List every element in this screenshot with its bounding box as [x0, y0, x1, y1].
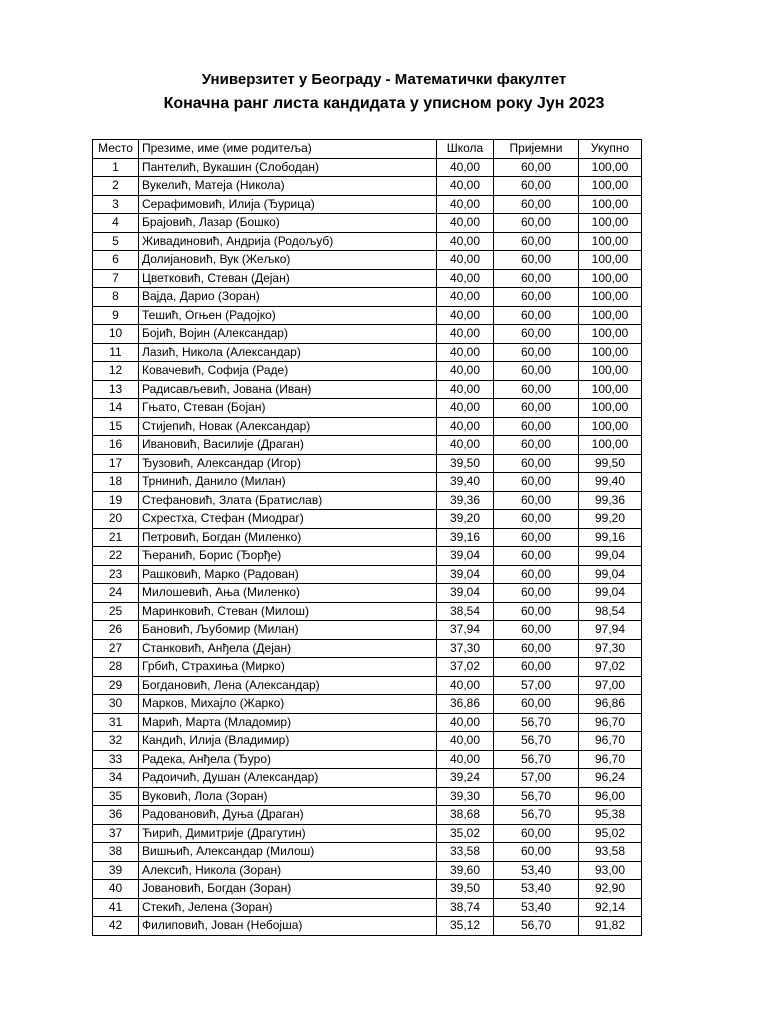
table-row [93, 195, 642, 214]
name-cell: Ћеранић, Борис (Ђорђе) [139, 547, 437, 566]
name-cell: Тешић, Огњен (Радојко) [139, 306, 437, 325]
table-row [93, 750, 642, 769]
table-row [93, 843, 642, 862]
rank-cell: 36 [93, 806, 139, 825]
school-score-cell: 40,00 [437, 343, 494, 362]
rank-cell: 1 [93, 158, 139, 177]
total-score-cell: 100,00 [579, 288, 642, 307]
rank-cell: 39 [93, 861, 139, 880]
total-score-cell: 96,70 [579, 750, 642, 769]
table-row [93, 713, 642, 732]
school-score-cell: 40,00 [437, 251, 494, 270]
entrance-score-cell: 60,00 [494, 491, 579, 510]
total-score-cell: 96,24 [579, 769, 642, 788]
rank-cell: 15 [93, 417, 139, 436]
rank-cell: 22 [93, 547, 139, 566]
name-cell: Филиповић, Јован (Небојша) [139, 917, 437, 936]
table-row [93, 232, 642, 251]
name-cell: Вишњић, Александар (Милош) [139, 843, 437, 862]
name-cell: Грбић, Страхиња (Мирко) [139, 658, 437, 677]
table-row [93, 824, 642, 843]
entrance-score-cell: 60,00 [494, 362, 579, 381]
name-cell: Рашковић, Марко (Радован) [139, 565, 437, 584]
rank-cell: 24 [93, 584, 139, 603]
rank-cell: 4 [93, 214, 139, 233]
header-school: Школа [437, 140, 494, 159]
total-score-cell: 100,00 [579, 306, 642, 325]
total-score-cell: 99,50 [579, 454, 642, 473]
total-score-cell: 99,16 [579, 528, 642, 547]
name-cell: Ивановић, Василије (Драган) [139, 436, 437, 455]
school-score-cell: 39,36 [437, 491, 494, 510]
rank-cell: 23 [93, 565, 139, 584]
name-cell: Стекић, Јелена (Зоран) [139, 898, 437, 917]
total-score-cell: 97,94 [579, 621, 642, 640]
total-score-cell: 92,14 [579, 898, 642, 917]
table-row [93, 399, 642, 418]
entrance-score-cell: 60,00 [494, 325, 579, 344]
total-score-cell: 99,40 [579, 473, 642, 492]
header-entrance: Пријемни [494, 140, 579, 159]
name-cell: Ђузовић, Александар (Игор) [139, 454, 437, 473]
name-cell: Радовановић, Дуња (Драган) [139, 806, 437, 825]
table-row [93, 639, 642, 658]
table-row [93, 380, 642, 399]
school-score-cell: 40,00 [437, 325, 494, 344]
school-score-cell: 37,30 [437, 639, 494, 658]
school-score-cell: 40,00 [437, 713, 494, 732]
name-cell: Вуковић, Лола (Зоран) [139, 787, 437, 806]
school-score-cell: 39,50 [437, 880, 494, 899]
rank-cell: 2 [93, 177, 139, 196]
name-cell: Радоичић, Душан (Александар) [139, 769, 437, 788]
name-cell: Брајовић, Лазар (Бошко) [139, 214, 437, 233]
name-cell: Милошевић, Ања (Миленко) [139, 584, 437, 603]
entrance-score-cell: 60,00 [494, 399, 579, 418]
table-row [93, 306, 642, 325]
rank-cell: 35 [93, 787, 139, 806]
entrance-score-cell: 60,00 [494, 343, 579, 362]
entrance-score-cell: 60,00 [494, 269, 579, 288]
table-row [93, 547, 642, 566]
school-score-cell: 39,30 [437, 787, 494, 806]
name-cell: Схрестха, Стефан (Миодраг) [139, 510, 437, 529]
school-score-cell: 39,04 [437, 584, 494, 603]
entrance-score-cell: 60,00 [494, 158, 579, 177]
total-score-cell: 100,00 [579, 158, 642, 177]
name-cell: Серафимовић, Илија (Ђурица) [139, 195, 437, 214]
school-score-cell: 40,00 [437, 288, 494, 307]
school-score-cell: 39,04 [437, 547, 494, 566]
table-row [93, 269, 642, 288]
rank-cell: 25 [93, 602, 139, 621]
school-score-cell: 38,68 [437, 806, 494, 825]
total-score-cell: 100,00 [579, 269, 642, 288]
entrance-score-cell: 60,00 [494, 195, 579, 214]
entrance-score-cell: 56,70 [494, 732, 579, 751]
total-score-cell: 99,04 [579, 584, 642, 603]
rank-cell: 20 [93, 510, 139, 529]
table-row [93, 343, 642, 362]
school-score-cell: 36,86 [437, 695, 494, 714]
total-score-cell: 100,00 [579, 325, 642, 344]
name-cell: Ћирић, Димитрије (Драгутин) [139, 824, 437, 843]
rank-cell: 9 [93, 306, 139, 325]
rank-cell: 11 [93, 343, 139, 362]
rank-cell: 37 [93, 824, 139, 843]
name-cell: Алексић, Никола (Зоран) [139, 861, 437, 880]
name-cell: Пантелић, Вукашин (Слободан) [139, 158, 437, 177]
entrance-score-cell: 60,00 [494, 658, 579, 677]
entrance-score-cell: 60,00 [494, 528, 579, 547]
table-row [93, 917, 642, 936]
entrance-score-cell: 60,00 [494, 380, 579, 399]
total-score-cell: 100,00 [579, 343, 642, 362]
rank-cell: 31 [93, 713, 139, 732]
rank-cell: 29 [93, 676, 139, 695]
total-score-cell: 100,00 [579, 362, 642, 381]
document-subtitle: Коначна ранг листа кандидата у уписном року Јун 2023 [163, 95, 605, 112]
entrance-score-cell: 60,00 [494, 251, 579, 270]
school-score-cell: 40,00 [437, 269, 494, 288]
school-score-cell: 40,00 [437, 380, 494, 399]
name-cell: Бојић, Војин (Александар) [139, 325, 437, 344]
rank-cell: 6 [93, 251, 139, 270]
total-score-cell: 96,86 [579, 695, 642, 714]
name-cell: Радека, Анђела (Ђуро) [139, 750, 437, 769]
total-score-cell: 99,20 [579, 510, 642, 529]
entrance-score-cell: 53,40 [494, 898, 579, 917]
name-cell: Долијановић, Вук (Жељко) [139, 251, 437, 270]
school-score-cell: 40,00 [437, 732, 494, 751]
entrance-score-cell: 60,00 [494, 510, 579, 529]
rank-cell: 19 [93, 491, 139, 510]
entrance-score-cell: 56,70 [494, 713, 579, 732]
entrance-score-cell: 60,00 [494, 214, 579, 233]
school-score-cell: 40,00 [437, 750, 494, 769]
name-cell: Ковачевић, Софија (Раде) [139, 362, 437, 381]
entrance-score-cell: 60,00 [494, 177, 579, 196]
table-row [93, 565, 642, 584]
school-score-cell: 35,12 [437, 917, 494, 936]
school-score-cell: 35,02 [437, 824, 494, 843]
school-score-cell: 33,58 [437, 843, 494, 862]
rank-cell: 21 [93, 528, 139, 547]
total-score-cell: 100,00 [579, 177, 642, 196]
total-score-cell: 92,90 [579, 880, 642, 899]
entrance-score-cell: 60,00 [494, 454, 579, 473]
rank-cell: 41 [93, 898, 139, 917]
name-cell: Јовановић, Богдан (Зоран) [139, 880, 437, 899]
header-rank: Место [93, 140, 139, 159]
entrance-score-cell: 60,00 [494, 306, 579, 325]
name-cell: Маринковић, Стеван (Милош) [139, 602, 437, 621]
name-cell: Стефановић, Злата (Братислав) [139, 491, 437, 510]
total-score-cell: 97,00 [579, 676, 642, 695]
school-score-cell: 39,20 [437, 510, 494, 529]
table-row [93, 584, 642, 603]
table-row [93, 528, 642, 547]
name-cell: Живадиновић, Андрија (Родољуб) [139, 232, 437, 251]
entrance-score-cell: 60,00 [494, 436, 579, 455]
entrance-score-cell: 56,70 [494, 787, 579, 806]
entrance-score-cell: 53,40 [494, 861, 579, 880]
rank-cell: 7 [93, 269, 139, 288]
table-row [93, 158, 642, 177]
total-score-cell: 98,54 [579, 602, 642, 621]
rank-cell: 5 [93, 232, 139, 251]
total-score-cell: 91,82 [579, 917, 642, 936]
total-score-cell: 95,02 [579, 824, 642, 843]
entrance-score-cell: 60,00 [494, 565, 579, 584]
total-score-cell: 97,30 [579, 639, 642, 658]
total-score-cell: 100,00 [579, 417, 642, 436]
table-row [93, 676, 642, 695]
school-score-cell: 39,24 [437, 769, 494, 788]
total-score-cell: 99,04 [579, 565, 642, 584]
total-score-cell: 93,58 [579, 843, 642, 862]
entrance-score-cell: 56,70 [494, 806, 579, 825]
rank-cell: 30 [93, 695, 139, 714]
name-cell: Станковић, Анђела (Дејан) [139, 639, 437, 658]
rank-cell: 13 [93, 380, 139, 399]
table-row [93, 251, 642, 270]
header-name: Презиме, име (име родитеља) [139, 140, 437, 159]
table-row [93, 732, 642, 751]
table-body [93, 158, 642, 935]
entrance-score-cell: 56,70 [494, 750, 579, 769]
school-score-cell: 39,16 [437, 528, 494, 547]
rank-cell: 33 [93, 750, 139, 769]
entrance-score-cell: 60,00 [494, 288, 579, 307]
rank-cell: 12 [93, 362, 139, 381]
table-header [93, 140, 642, 159]
name-cell: Цветковић, Стеван (Дејан) [139, 269, 437, 288]
rank-cell: 28 [93, 658, 139, 677]
table-row [93, 769, 642, 788]
total-score-cell: 95,38 [579, 806, 642, 825]
school-score-cell: 40,00 [437, 158, 494, 177]
table-row [93, 510, 642, 529]
total-score-cell: 100,00 [579, 232, 642, 251]
table-row [93, 454, 642, 473]
rank-cell: 38 [93, 843, 139, 862]
name-cell: Гњато, Стеван (Бојан) [139, 399, 437, 418]
table-row [93, 658, 642, 677]
school-score-cell: 40,00 [437, 417, 494, 436]
total-score-cell: 100,00 [579, 380, 642, 399]
name-cell: Марић, Марта (Младомир) [139, 713, 437, 732]
name-cell: Вајда, Дарио (Зоран) [139, 288, 437, 307]
entrance-score-cell: 57,00 [494, 769, 579, 788]
entrance-score-cell: 60,00 [494, 232, 579, 251]
school-score-cell: 40,00 [437, 436, 494, 455]
table-row [93, 621, 642, 640]
total-score-cell: 100,00 [579, 251, 642, 270]
rank-cell: 14 [93, 399, 139, 418]
total-score-cell: 96,00 [579, 787, 642, 806]
school-score-cell: 39,04 [437, 565, 494, 584]
school-score-cell: 39,40 [437, 473, 494, 492]
rank-cell: 17 [93, 454, 139, 473]
entrance-score-cell: 53,40 [494, 880, 579, 899]
school-score-cell: 40,00 [437, 177, 494, 196]
name-cell: Вукелић, Матеја (Никола) [139, 177, 437, 196]
name-cell: Марков, Михајло (Жарко) [139, 695, 437, 714]
rank-cell: 40 [93, 880, 139, 899]
name-cell: Бановић, Љубомир (Милан) [139, 621, 437, 640]
total-score-cell: 100,00 [579, 195, 642, 214]
entrance-score-cell: 60,00 [494, 417, 579, 436]
entrance-score-cell: 60,00 [494, 824, 579, 843]
entrance-score-cell: 56,70 [494, 917, 579, 936]
table-row [93, 325, 642, 344]
school-score-cell: 40,00 [437, 399, 494, 418]
table-row [93, 695, 642, 714]
table-row [93, 436, 642, 455]
total-score-cell: 100,00 [579, 399, 642, 418]
entrance-score-cell: 60,00 [494, 547, 579, 566]
school-score-cell: 39,60 [437, 861, 494, 880]
school-score-cell: 37,94 [437, 621, 494, 640]
school-score-cell: 40,00 [437, 214, 494, 233]
name-cell: Богдановић, Лена (Александар) [139, 676, 437, 695]
total-score-cell: 96,70 [579, 732, 642, 751]
rank-cell: 3 [93, 195, 139, 214]
total-score-cell: 100,00 [579, 436, 642, 455]
rank-cell: 34 [93, 769, 139, 788]
table-row [93, 417, 642, 436]
entrance-score-cell: 57,00 [494, 676, 579, 695]
table-row [93, 880, 642, 899]
table-row [93, 806, 642, 825]
school-score-cell: 40,00 [437, 362, 494, 381]
name-cell: Радисављевић, Јована (Иван) [139, 380, 437, 399]
table-row [93, 787, 642, 806]
rank-cell: 16 [93, 436, 139, 455]
school-score-cell: 38,74 [437, 898, 494, 917]
table-row [93, 898, 642, 917]
header-total: Укупно [579, 140, 642, 159]
name-cell: Лазић, Никола (Александар) [139, 343, 437, 362]
total-score-cell: 93,00 [579, 861, 642, 880]
entrance-score-cell: 60,00 [494, 584, 579, 603]
rank-cell: 8 [93, 288, 139, 307]
rank-cell: 27 [93, 639, 139, 658]
school-score-cell: 37,02 [437, 658, 494, 677]
entrance-score-cell: 60,00 [494, 639, 579, 658]
school-score-cell: 40,00 [437, 232, 494, 251]
name-cell: Трнинић, Данило (Милан) [139, 473, 437, 492]
total-score-cell: 100,00 [579, 214, 642, 233]
rank-cell: 42 [93, 917, 139, 936]
document-title: Универзитет у Београду - Математички факултет [201, 71, 567, 88]
table-row [93, 861, 642, 880]
name-cell: Петровић, Богдан (Миленко) [139, 528, 437, 547]
table-row [93, 362, 642, 381]
ranking-table [92, 139, 642, 936]
total-score-cell: 96,70 [579, 713, 642, 732]
table-row [93, 177, 642, 196]
total-score-cell: 99,04 [579, 547, 642, 566]
header-row [93, 140, 642, 159]
name-cell: Кандић, Илија (Владимир) [139, 732, 437, 751]
name-cell: Стијепић, Новак (Александар) [139, 417, 437, 436]
entrance-score-cell: 60,00 [494, 602, 579, 621]
table-row [93, 473, 642, 492]
total-score-cell: 97,02 [579, 658, 642, 677]
rank-cell: 26 [93, 621, 139, 640]
school-score-cell: 40,00 [437, 306, 494, 325]
school-score-cell: 40,00 [437, 676, 494, 695]
total-score-cell: 99,36 [579, 491, 642, 510]
table-row [93, 491, 642, 510]
rank-cell: 32 [93, 732, 139, 751]
school-score-cell: 39,50 [437, 454, 494, 473]
entrance-score-cell: 60,00 [494, 695, 579, 714]
rank-cell: 18 [93, 473, 139, 492]
table-row [93, 602, 642, 621]
table-row [93, 214, 642, 233]
entrance-score-cell: 60,00 [494, 473, 579, 492]
school-score-cell: 40,00 [437, 195, 494, 214]
entrance-score-cell: 60,00 [494, 843, 579, 862]
school-score-cell: 38,54 [437, 602, 494, 621]
entrance-score-cell: 60,00 [494, 621, 579, 640]
rank-cell: 10 [93, 325, 139, 344]
table-row [93, 288, 642, 307]
